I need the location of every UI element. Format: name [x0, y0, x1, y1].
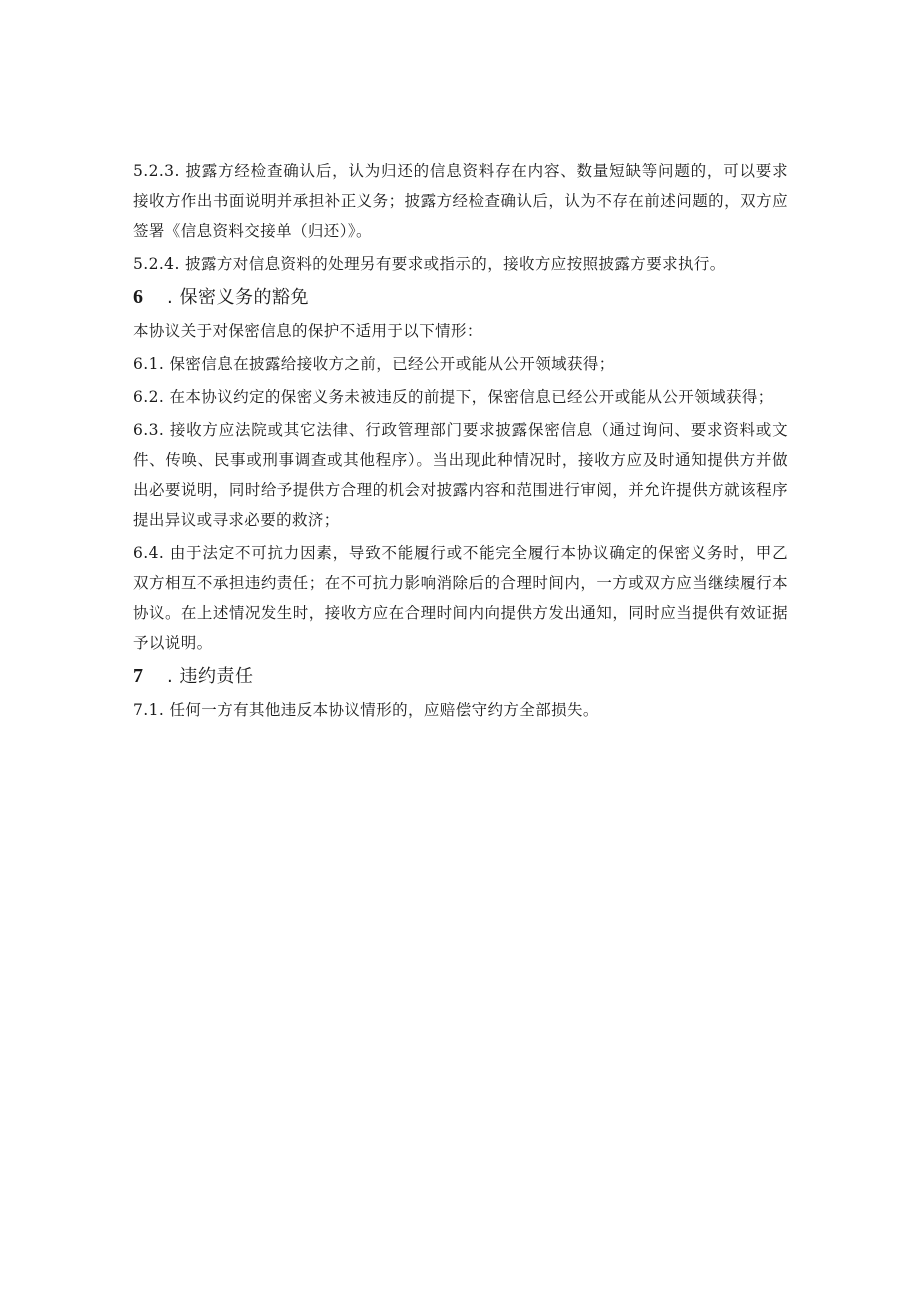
clause-6-1: 6.1. 保密信息在披露给接收方之前，已经公开或能从公开领域获得； [133, 355, 615, 373]
clause-6-3: 6.3. 接收方应法院或其它法律、行政管理部门要求披露保密信息（通过询问、要求资料或文件、传唤、民事或刑事调查或其他程序）。当出现此种情况时，接收方应及时通知提供方并做出必要说明，同时给予提供方合理的机会对披露内容和范围进行审阅，并允许提供方就该程序提出异议或寻求必要的救济； [133, 421, 788, 529]
section-6-title: . 保密义务的豁免 [167, 287, 309, 308]
section-7-title: . 违约责任 [167, 666, 254, 687]
clause-6-2: 6.2. 在本协议约定的保密义务未被违反的前提下，保密信息已经公开或能从公开领域获得； [133, 388, 774, 406]
clause-5-2-3: 5.2.3. 披露方经检查确认后，认为归还的信息资料存在内容、数量短缺等问题的，可以要求接收方作出书面说明并承担补正义务；披露方经检查确认后，认为不存在前述问题的，双方应签署《信息资料交接单（归还）》。 [133, 162, 788, 240]
clause-5-2-4: 5.2.4. 披露方对信息资料的处理另有要求或指示的，接收方应按照披露方要求执行。 [133, 255, 726, 273]
section-7-number: 7 [133, 665, 143, 687]
section-6-intro: 本协议关于对保密信息的保护不适用于以下情形： [133, 322, 483, 340]
clause-6-4: 6.4. 由于法定不可抗力因素，导致不能履行或不能完全履行本协议确定的保密义务时，甲乙双方相互不承担违约责任；在不可抗力影响消除后的合理时间内，一方或双方应当继续履行本协议。在上述情况发生时，接收方应在合理时间内向提供方发出通知，同时应当提供有效证据予以说明。 [133, 544, 788, 652]
section-7-heading [133, 661, 788, 692]
section-6-heading [133, 282, 788, 313]
section-6-number: 6 [133, 286, 143, 308]
clause-7-1: 7.1. 任何一方有其他违反本协议情形的，应赔偿守约方全部损失。 [133, 701, 599, 719]
document-page [133, 156, 788, 728]
